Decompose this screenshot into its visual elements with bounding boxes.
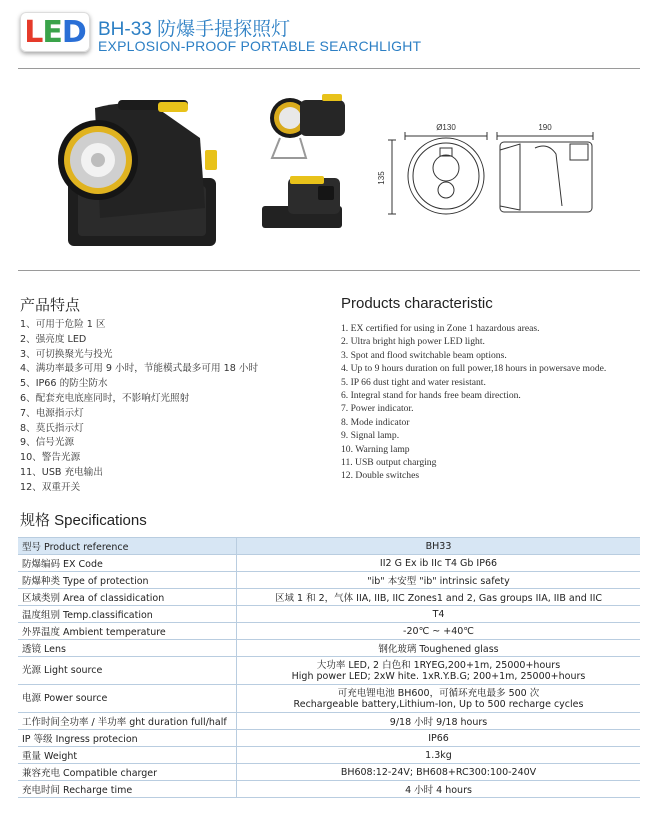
spec-value — [237, 685, 641, 713]
spec-value: 区域 1 和 2，气体 IIA, IIB, IIC Zones1 and 2, Gas groups IIA, IIB and IIC — [237, 589, 641, 606]
feature-item-en: 1. EX certified for using in Zone 1 hazardous areas. — [341, 323, 540, 334]
feature-item-cn: 10、警告光源 — [20, 452, 81, 464]
feature-item-en: 8. Mode indicator — [341, 416, 410, 428]
feature-item-cn: 4、满功率最多可用 9 小时，节能模式最多可用 18 小时 — [20, 363, 259, 375]
feature-item-cn: 3、可切换聚光与投光 — [20, 348, 113, 360]
feature-item-en: 2. Ultra bright high power LED light. — [341, 336, 485, 348]
feature-item-en: 4. Up to 9 hours duration on full power,18 hours in powersave mode. — [341, 363, 607, 375]
spec-value-line: 可充电锂电池 BH600，可循环充电最多 500 次 — [337, 687, 540, 699]
spec-value-line: Rechargeable battery,Lithium-Ion, Up to 500 recharge cycles — [293, 698, 584, 710]
feature-item-cn: 6、配套充电底座同时，不影响灯光照射 — [20, 392, 190, 404]
spec-key: 兼容充电 Compatible charger — [18, 764, 237, 781]
spec-key: 型号 Product reference — [18, 538, 237, 555]
features-list-en — [341, 322, 606, 483]
spec-value-line: 大功率 LED, 2 白色和 1RYEG,200+1m, 25000+hours — [316, 659, 561, 671]
feature-item-en: 3. Spot and flood switchable beam options. — [341, 349, 507, 361]
table-row — [18, 781, 640, 798]
spec-key: 充电时间 Recharge time — [18, 781, 237, 798]
table-row — [18, 606, 640, 623]
title-en: EXPLOSION-PROOF PORTABLE SEARCHLIGHT — [98, 38, 422, 54]
feature-item-en: 11. USB output charging — [341, 457, 437, 469]
features-list-cn — [20, 318, 258, 496]
spec-value-line: High power LED; 2xW hite. 1xR.Y.B.G; 200+1m, 25000+hours — [291, 670, 586, 682]
table-row — [18, 640, 640, 657]
table-row — [18, 713, 640, 730]
table-row — [18, 572, 640, 589]
spec-value — [237, 657, 641, 685]
spec-value: BH608:12-24V; BH608+RC300:100-240V — [237, 764, 641, 781]
table-row — [18, 538, 640, 555]
specs-title: 规格 Specifications — [20, 512, 147, 529]
charging-base-photo — [262, 176, 342, 228]
table-row — [18, 685, 640, 713]
spec-value: BH33 — [237, 538, 641, 555]
spec-value: "ib" 本安型 "ib" intrinsic safety — [237, 572, 641, 589]
feature-item-en: 7. Power indicator. — [341, 403, 414, 415]
spec-key: 电源 Power source — [18, 685, 237, 713]
features-title-cn: 产品特点 — [20, 297, 81, 314]
feature-item-cn: 8、莫氏指示灯 — [20, 422, 84, 434]
table-row — [18, 747, 640, 764]
features-title-en: Products characteristic — [341, 295, 493, 312]
header — [0, 0, 650, 68]
feature-item-cn: 12、双重开关 — [20, 481, 81, 493]
spec-value: 9/18 小时 9/18 hours — [237, 713, 641, 730]
spec-key: 温度组别 Temp.classification — [18, 606, 237, 623]
spec-value: T4 — [237, 606, 641, 623]
product-images — [0, 78, 650, 268]
spec-value: II2 G Ex ib IIc T4 Gb IP66 — [237, 555, 641, 572]
product-illustrations — [0, 78, 650, 268]
feature-item-cn: 5、IP66 的防尘防水 — [20, 378, 108, 390]
spec-value: -20℃ ~ +40℃ — [237, 623, 641, 640]
specifications-table — [18, 537, 640, 798]
dimension-drawing — [388, 132, 593, 214]
feature-item-cn: 1、可用于危险 1 区 — [20, 319, 106, 330]
feature-item-cn: 9、信号光源 — [20, 437, 75, 449]
led-logo: L E D — [20, 12, 90, 52]
table-row — [18, 589, 640, 606]
dimension-length-label: 190 — [538, 123, 552, 132]
feature-item-cn: 7、电源指示灯 — [20, 407, 84, 419]
table-row — [18, 555, 640, 572]
main-lamp-photo — [58, 100, 217, 246]
feature-item-en: 9. Signal lamp. — [341, 430, 400, 442]
table-row — [18, 657, 640, 685]
spec-key: 防爆种类 Type of protection — [18, 572, 237, 589]
feature-item-cn: 2、强亮度 LED — [20, 333, 87, 345]
spec-key: 光源 Light source — [18, 657, 237, 685]
spec-key: 防爆编码 EX Code — [18, 555, 237, 572]
lamp-on-stand-photo — [270, 94, 345, 158]
spec-key: 重量 Weight — [18, 747, 237, 764]
table-row — [18, 623, 640, 640]
dimension-height-label: 135 — [377, 171, 386, 185]
images-divider — [18, 270, 640, 271]
spec-key: 外界温度 Ambient temperature — [18, 623, 237, 640]
feature-item-en: 12. Double switches — [341, 470, 420, 482]
title-cn: BH-33 防爆手提探照灯 — [98, 19, 291, 40]
spec-value: 1.3kg — [237, 747, 641, 764]
feature-item-en: 5. IP 66 dust tight and water resistant. — [341, 376, 486, 388]
spec-key: 工作时间全功率 / 半功率 ght duration full/half — [18, 713, 237, 730]
table-row — [18, 730, 640, 747]
spec-value: 4 小时 4 hours — [237, 781, 641, 798]
feature-item-cn: 11、USB 充电输出 — [20, 466, 103, 478]
dimension-diameter-label: Ø130 — [436, 123, 456, 132]
spec-key: 透镜 Lens — [18, 640, 237, 657]
table-row — [18, 764, 640, 781]
spec-key: 区域类别 Area of classidication — [18, 589, 237, 606]
feature-item-en: 10. Warning lamp — [341, 443, 410, 455]
spec-key: IP 等级 Ingress protecion — [18, 730, 237, 747]
spec-value: 钢化玻璃 Toughened glass — [237, 640, 641, 657]
feature-item-en: 6. Integral stand for hands free beam direction. — [341, 390, 521, 402]
spec-value: IP66 — [237, 730, 641, 747]
header-divider — [18, 68, 640, 69]
